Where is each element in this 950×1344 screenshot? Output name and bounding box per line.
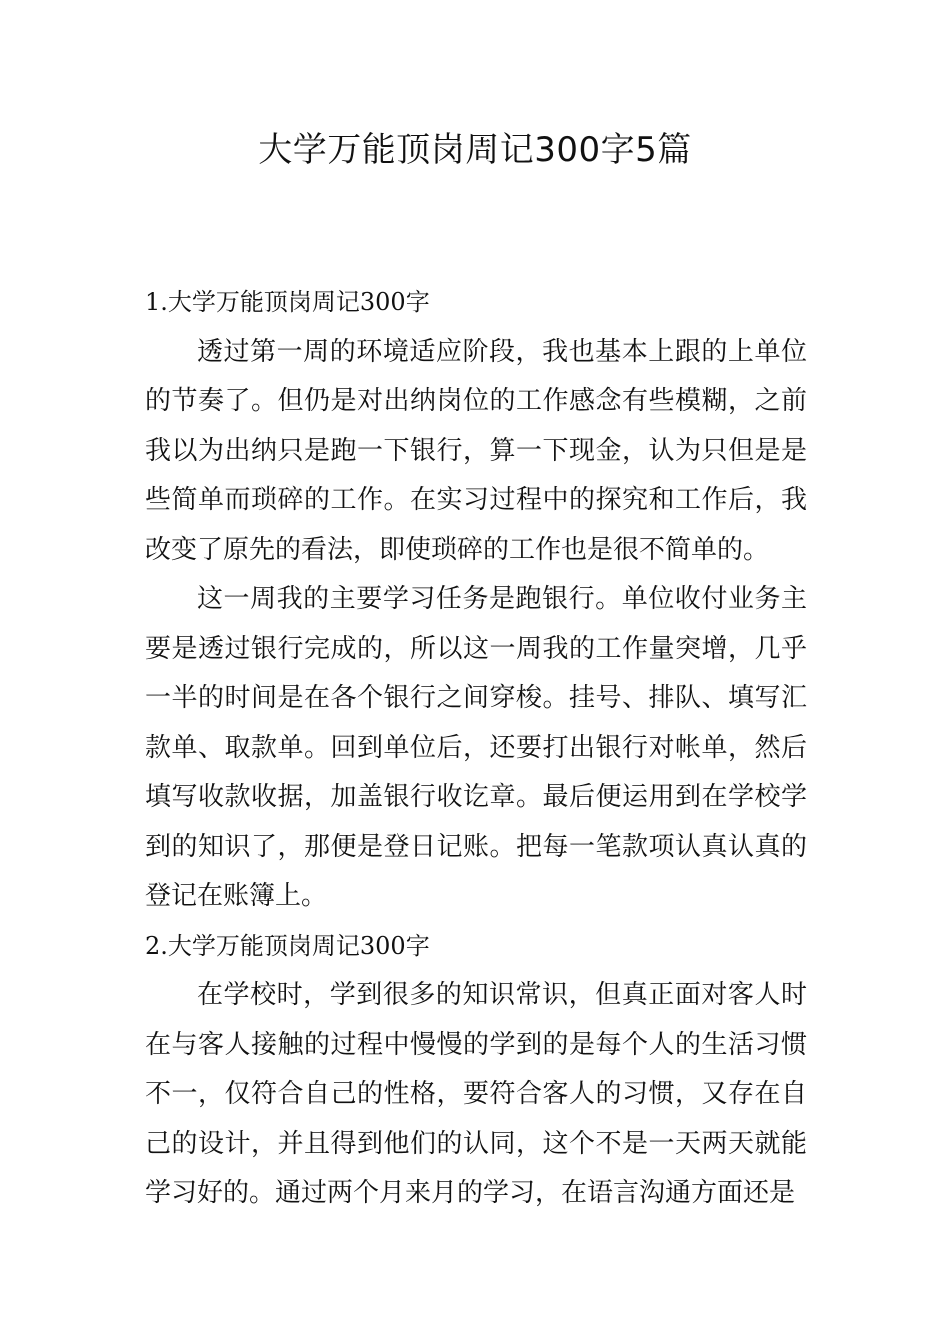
paragraph: 在学校时，学到很多的知识常识，但真正面对客人时在与客人接触的过程中慢慢的学到的是每个人的生活习惯不一，仅符合自己的性格，要符合客人的习惯，又存在自己的设计，并且得到他们的认同，这个不是一天两天就能学习好的。通过两个月来月的学习，在语言沟通方面还是 <box>145 980 807 1208</box>
paragraph: 透过第一周的环境适应阶段，我也基本上跟的上单位的节奏了。但仍是对出纳岗位的工作感念有些模糊，之前我以为出纳只是跑一下银行，算一下现金，认为只但是是些简单而琐碎的工作。在实习过程中的探究和工作后，我改变了原先的看法，即使琐碎的工作也是很不简单的。 <box>145 336 807 565</box>
section-heading: 1.大学万能顶岗周记300字 <box>145 288 430 316</box>
section-2 <box>145 922 807 1219</box>
paragraph: 这一周我的主要学习任务是跑银行。单位收付业务主要是透过银行完成的，所以这一周我的工作量突增，几乎一半的时间是在各个银行之间穿梭。挂号、排队、填写汇款单、取款单。回到单位后，还要打出银行对帐单，然后填写收款收据，加盖银行收讫章。最后便运用到在学校学到的知识了，那便是登日记账。把每一笔款项认真认真的登记在账簿上。 <box>145 584 807 911</box>
document-title: 大学万能顶岗周记300字5篇 <box>258 130 692 170</box>
document-body <box>145 278 807 1219</box>
section-heading: 2.大学万能顶岗周记300字 <box>145 931 430 960</box>
section-1 <box>145 278 807 922</box>
